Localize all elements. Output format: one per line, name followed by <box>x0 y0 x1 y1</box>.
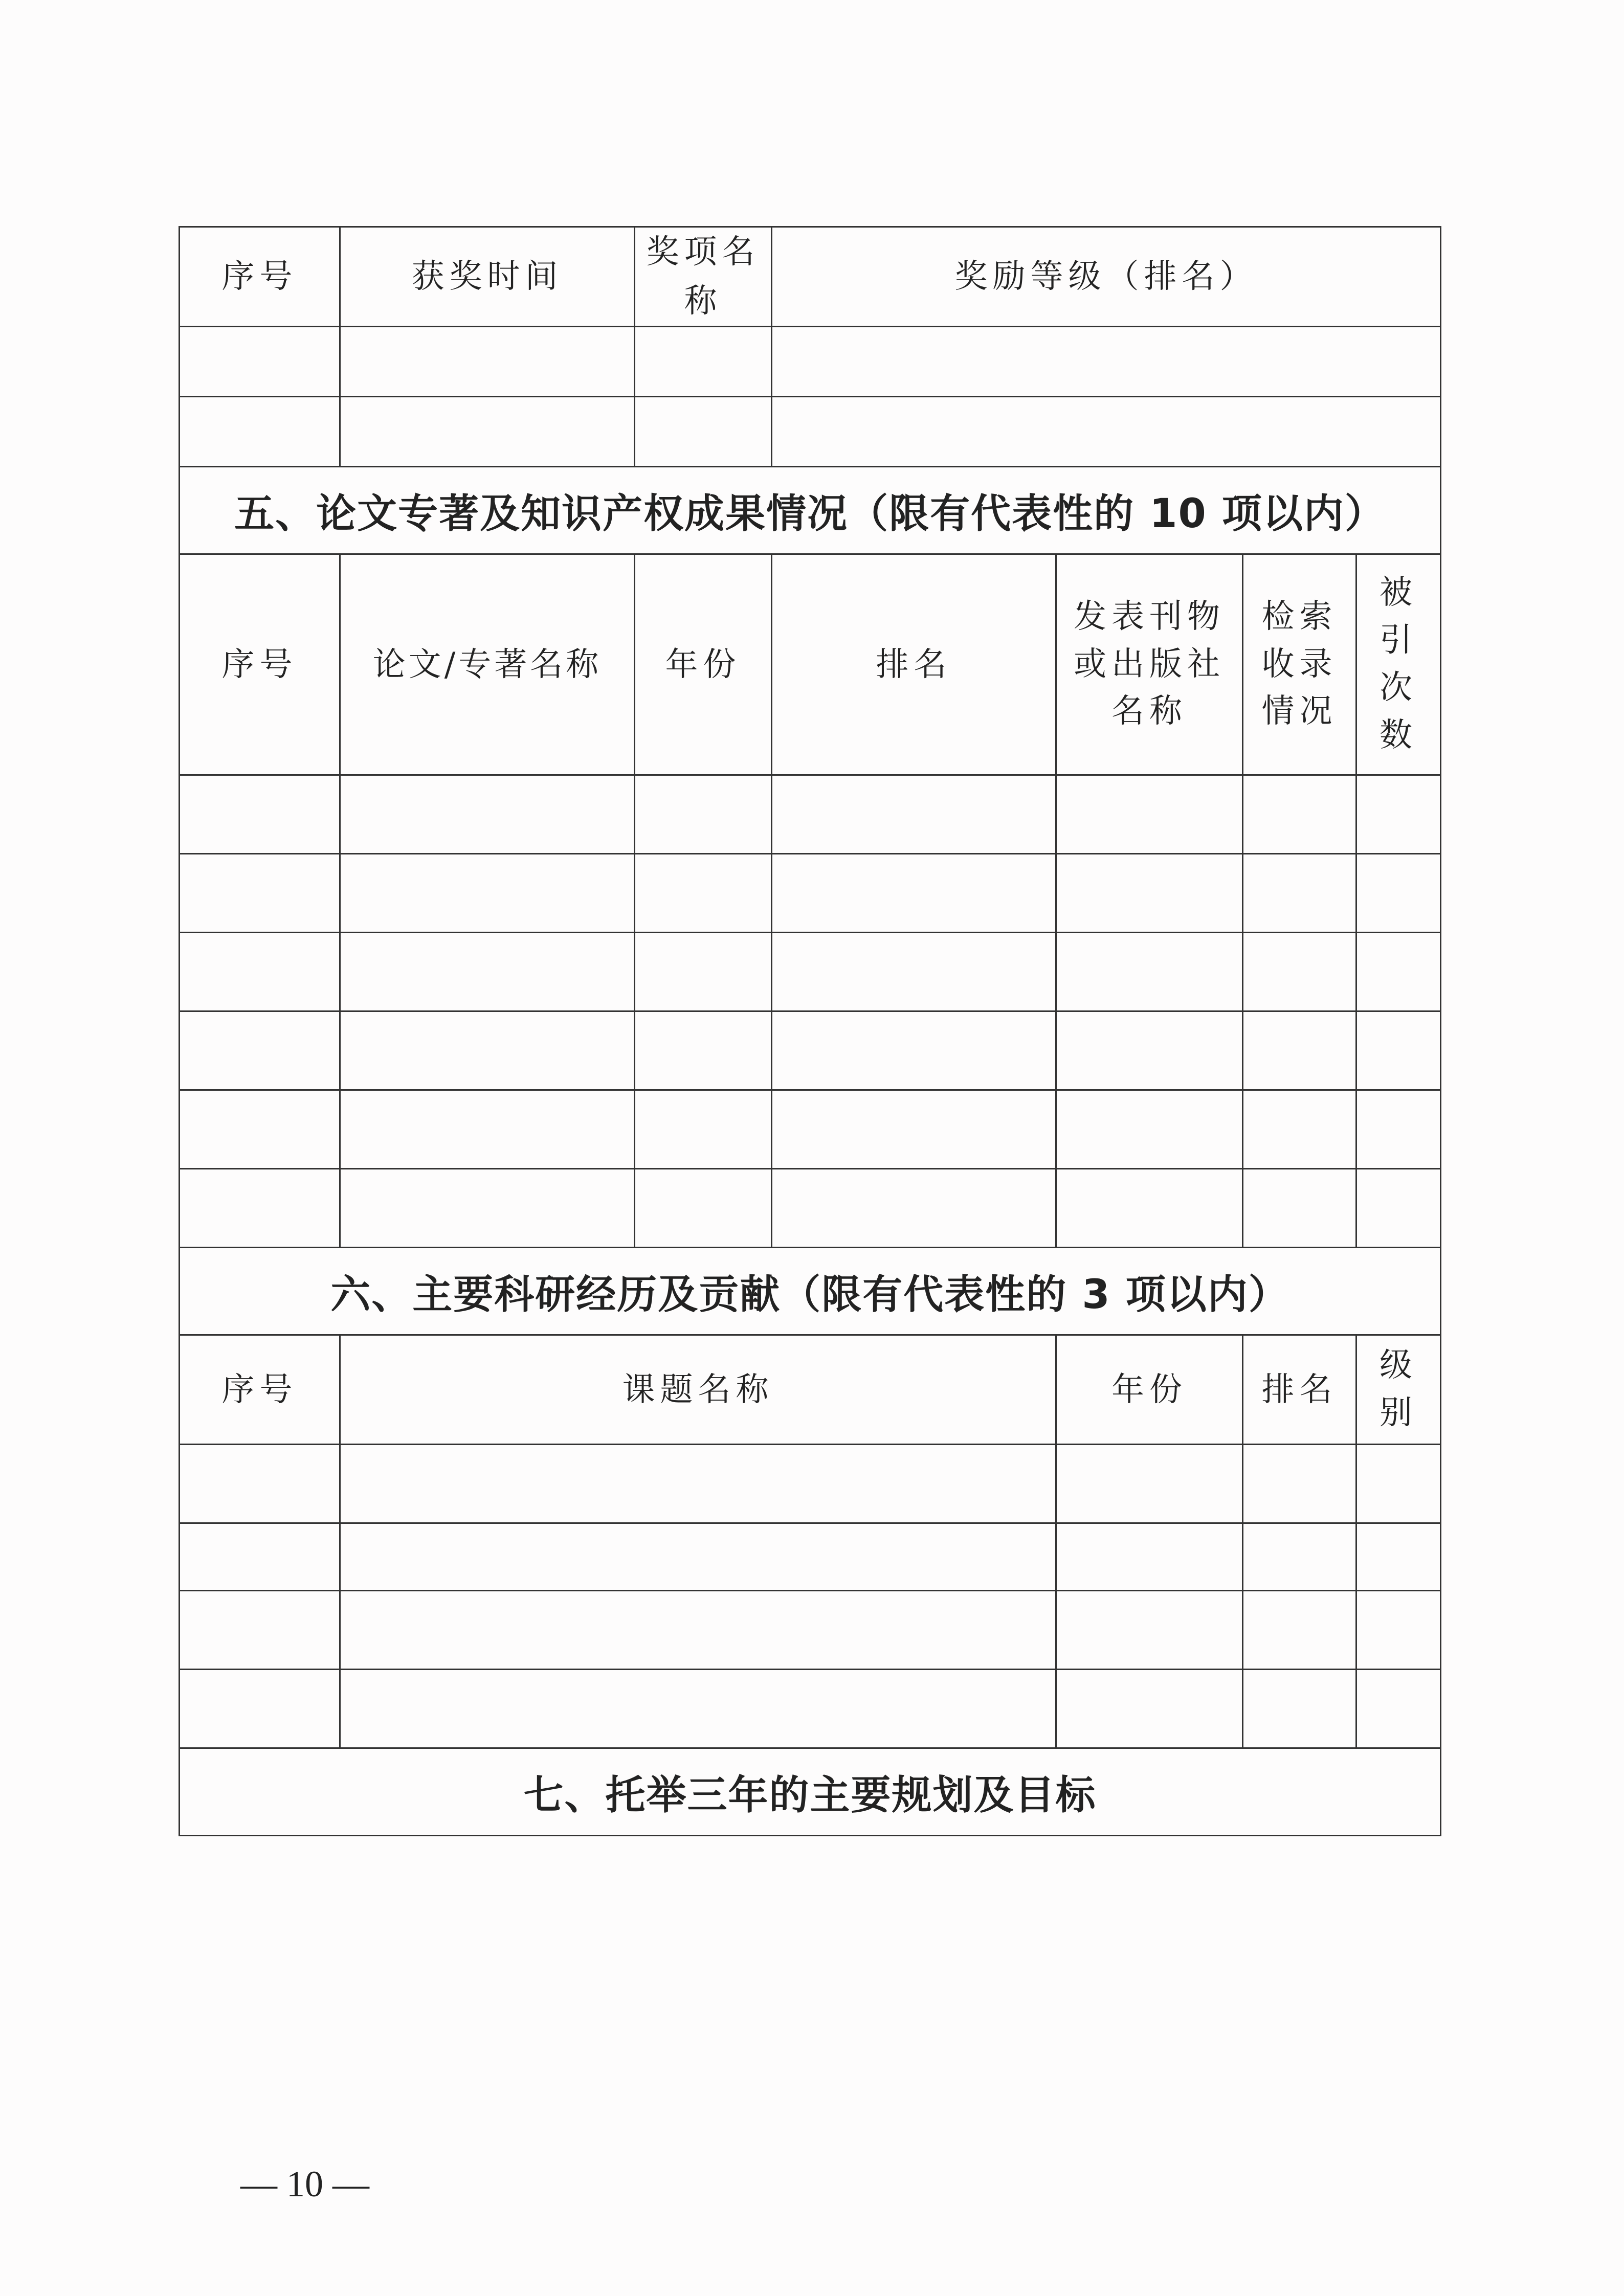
section6-title: 六、主要科研经历及贡献（限有代表性的 3 项以内） <box>180 1248 1441 1335</box>
research-header-project: 课题名称 <box>340 1335 1056 1445</box>
table-row <box>180 1169 1441 1248</box>
research-cell[interactable] <box>180 1670 340 1748</box>
papers-header-citations-char: 引 <box>1380 621 1417 660</box>
table-row <box>180 854 1441 933</box>
papers-cell[interactable] <box>1356 933 1441 1011</box>
awards-cell-name[interactable] <box>635 327 772 397</box>
table-row <box>180 1591 1441 1670</box>
papers-cell[interactable] <box>635 1011 772 1090</box>
papers-header-citations-char: 次 <box>1380 668 1417 707</box>
research-cell[interactable] <box>1356 1445 1441 1523</box>
papers-header-publisher <box>1056 554 1243 775</box>
papers-header-citations-char: 数 <box>1380 716 1417 754</box>
papers-cell[interactable] <box>772 1011 1056 1090</box>
papers-cell[interactable] <box>180 933 340 1011</box>
application-form-table <box>179 226 1441 1836</box>
papers-cell[interactable] <box>180 1011 340 1090</box>
awards-header-row <box>180 227 1441 327</box>
research-header-level-char: 级 <box>1380 1346 1417 1385</box>
research-cell[interactable] <box>1056 1670 1243 1748</box>
table-row <box>180 1090 1441 1169</box>
papers-cell[interactable] <box>1243 775 1356 854</box>
table-row <box>180 1670 1441 1748</box>
papers-cell[interactable] <box>772 1169 1056 1248</box>
table-row <box>180 1445 1441 1523</box>
research-cell[interactable] <box>180 1523 340 1591</box>
papers-cell[interactable] <box>340 1169 635 1248</box>
research-header-level <box>1356 1335 1441 1445</box>
papers-cell[interactable] <box>1056 854 1243 933</box>
papers-cell[interactable] <box>180 1090 340 1169</box>
papers-cell[interactable] <box>772 933 1056 1011</box>
awards-cell-index[interactable] <box>180 327 340 397</box>
papers-header-indexing-line: 情况 <box>1261 692 1338 731</box>
papers-cell[interactable] <box>1056 1011 1243 1090</box>
papers-header-citations-char: 被 <box>1380 574 1417 612</box>
papers-cell[interactable] <box>635 1090 772 1169</box>
papers-cell[interactable] <box>1056 933 1243 1011</box>
research-cell[interactable] <box>1243 1523 1356 1591</box>
papers-cell[interactable] <box>1056 1169 1243 1248</box>
awards-cell-time[interactable] <box>340 397 635 467</box>
research-cell[interactable] <box>1056 1523 1243 1591</box>
papers-cell[interactable] <box>772 775 1056 854</box>
papers-cell[interactable] <box>635 933 772 1011</box>
papers-header-publisher-line: 发表刊物 <box>1074 597 1225 636</box>
table-row <box>180 397 1441 467</box>
papers-header-index: 序号 <box>180 554 340 775</box>
papers-cell[interactable] <box>180 1169 340 1248</box>
section6-title-row <box>180 1248 1441 1335</box>
papers-header-year: 年份 <box>635 554 772 775</box>
research-header-index: 序号 <box>180 1335 340 1445</box>
papers-cell[interactable] <box>1243 1011 1356 1090</box>
awards-header-level: 奖励等级（排名） <box>772 227 1441 327</box>
papers-cell[interactable] <box>340 854 635 933</box>
papers-header-rank: 排名 <box>772 554 1056 775</box>
table-row <box>180 327 1441 397</box>
papers-cell[interactable] <box>340 1011 635 1090</box>
papers-cell[interactable] <box>1243 1090 1356 1169</box>
research-cell[interactable] <box>1243 1591 1356 1670</box>
research-cell[interactable] <box>1356 1670 1441 1748</box>
awards-header-name: 奖项名称 <box>635 227 772 327</box>
papers-cell[interactable] <box>1243 933 1356 1011</box>
page-number: — 10 — <box>240 2164 369 2204</box>
papers-cell[interactable] <box>1356 854 1441 933</box>
papers-header-indexing-line: 收录 <box>1261 645 1338 683</box>
papers-cell[interactable] <box>635 1169 772 1248</box>
papers-cell[interactable] <box>340 1090 635 1169</box>
research-cell[interactable] <box>1243 1445 1356 1523</box>
papers-cell[interactable] <box>340 775 635 854</box>
research-cell[interactable] <box>340 1445 1056 1523</box>
research-header-year: 年份 <box>1056 1335 1243 1445</box>
awards-header-index: 序号 <box>180 227 340 327</box>
papers-cell[interactable] <box>1056 775 1243 854</box>
awards-cell-level[interactable] <box>772 327 1441 397</box>
table-row <box>180 1523 1441 1591</box>
section7-title-row <box>180 1748 1441 1836</box>
section5-title-row <box>180 467 1441 554</box>
papers-header-indexing-line: 检索 <box>1261 597 1338 636</box>
awards-header-time: 获奖时间 <box>340 227 635 327</box>
research-cell[interactable] <box>340 1670 1056 1748</box>
papers-header-citations <box>1356 554 1441 775</box>
papers-cell[interactable] <box>1243 854 1356 933</box>
papers-cell[interactable] <box>1056 1090 1243 1169</box>
section7-title: 七、托举三年的主要规划及目标 <box>180 1748 1441 1836</box>
papers-cell[interactable] <box>772 854 1056 933</box>
awards-cell-time[interactable] <box>340 327 635 397</box>
research-cell[interactable] <box>1356 1591 1441 1670</box>
papers-cell[interactable] <box>1356 1011 1441 1090</box>
papers-header-publisher-line: 或出版社 <box>1074 645 1225 683</box>
papers-cell[interactable] <box>1356 775 1441 854</box>
table-row <box>180 1011 1441 1090</box>
papers-cell[interactable] <box>1356 1169 1441 1248</box>
papers-cell[interactable] <box>772 1090 1056 1169</box>
research-header-rank: 排名 <box>1243 1335 1356 1445</box>
research-cell[interactable] <box>340 1591 1056 1670</box>
papers-cell[interactable] <box>180 775 340 854</box>
papers-cell[interactable] <box>1356 1090 1441 1169</box>
section5-header-row <box>180 554 1441 775</box>
research-cell[interactable] <box>1056 1591 1243 1670</box>
research-cell[interactable] <box>1356 1523 1441 1591</box>
papers-cell[interactable] <box>1243 1169 1356 1248</box>
table-row <box>180 775 1441 854</box>
research-cell[interactable] <box>1243 1670 1356 1748</box>
section5-title: 五、论文专著及知识产权成果情况（限有代表性的 10 项以内） <box>180 467 1441 554</box>
research-cell[interactable] <box>1056 1445 1243 1523</box>
awards-cell-name[interactable] <box>635 397 772 467</box>
papers-header-indexing <box>1243 554 1356 775</box>
research-header-level-char: 别 <box>1380 1393 1417 1432</box>
research-cell[interactable] <box>180 1445 340 1523</box>
research-cell[interactable] <box>340 1523 1056 1591</box>
papers-cell[interactable] <box>180 854 340 933</box>
awards-cell-index[interactable] <box>180 397 340 467</box>
papers-cell[interactable] <box>340 933 635 1011</box>
papers-header-publisher-line: 名称 <box>1111 692 1187 731</box>
papers-cell[interactable] <box>635 854 772 933</box>
papers-header-title: 论文/专著名称 <box>340 554 635 775</box>
table-row <box>180 933 1441 1011</box>
papers-cell[interactable] <box>635 775 772 854</box>
research-cell[interactable] <box>180 1591 340 1670</box>
awards-cell-level[interactable] <box>772 397 1441 467</box>
section6-header-row <box>180 1335 1441 1445</box>
